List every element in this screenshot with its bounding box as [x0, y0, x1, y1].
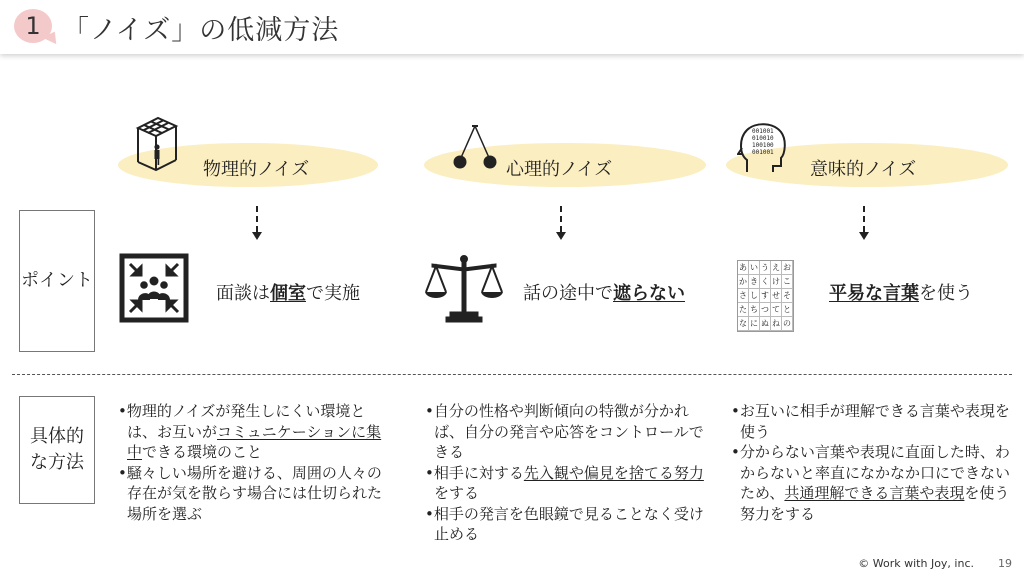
row-label-point: ポイント	[19, 210, 95, 352]
header-bar	[0, 0, 1024, 54]
detail-item: •相手の発言を色眼鏡で見ることなく受け止める	[425, 504, 704, 543]
detail-psychological	[425, 401, 705, 545]
page-number: 19	[998, 557, 1012, 570]
detail-physical	[118, 401, 390, 524]
arrow-down-semantic	[863, 206, 867, 232]
section-number-badge: 1	[14, 9, 52, 43]
detail-item: •物理的ノイズが発生しにくい環境とは、お互いがコミュニケーションに集中できる環境のこと	[118, 402, 382, 461]
point-text-semantic: 平易な言葉を使う	[829, 283, 973, 304]
arrow-head-semantic	[859, 232, 869, 240]
footer-copyright: © Work with Joy, inc.	[858, 557, 974, 570]
category-label-semantic: 意味的ノイズ	[810, 159, 917, 180]
detail-item: •自分の性格や判断傾向の特徴が分かれば、自分の発言や応答をコントロールできる	[425, 402, 704, 461]
balance-scale-icon	[424, 252, 504, 326]
section-divider	[12, 374, 1012, 375]
detail-semantic	[731, 401, 1011, 524]
arrow-head-psychological	[556, 232, 566, 240]
detail-item: •騒々しい場所を避ける、周囲の人々の存在が気を散らす場合には仕切られた場所を選ぶ	[118, 463, 383, 523]
point-text-physical: 面談は個室で実施	[216, 283, 360, 304]
detail-item: •分からない言葉や表現に直面した時、わからないと率直になかなか口にできないため、共通理解できる言葉や表現を使う努力をする	[731, 443, 1011, 523]
arrow-down-psychological	[560, 206, 564, 232]
page-title: 「ノイズ」の低減方法	[62, 15, 340, 46]
point-text-psychological: 話の途中で遮らない	[523, 283, 685, 304]
pendulum-icon	[452, 122, 498, 172]
detail-item: •お互いに相手が理解できる言葉や表現を使う	[731, 402, 1010, 441]
binary-code-text: 001001 010010 100100 001001	[752, 128, 774, 156]
meeting-room-icon	[119, 253, 189, 323]
row-label-method: 具体的 な方法	[19, 396, 95, 504]
arrow-down-physical	[256, 206, 260, 232]
category-label-physical: 物理的ノイズ	[203, 159, 310, 180]
detail-item: •相手に対する先入観や偏見を捨てる努力をする	[425, 463, 704, 502]
arrow-head-physical	[252, 232, 262, 240]
cube-person-icon	[134, 114, 180, 172]
category-label-psychological: 心理的ノイズ	[506, 159, 613, 180]
kana-grid-icon: あ い う え お か き く け こ さ し す せ そ た ち つ て と な に ぬ ね の	[737, 260, 794, 332]
